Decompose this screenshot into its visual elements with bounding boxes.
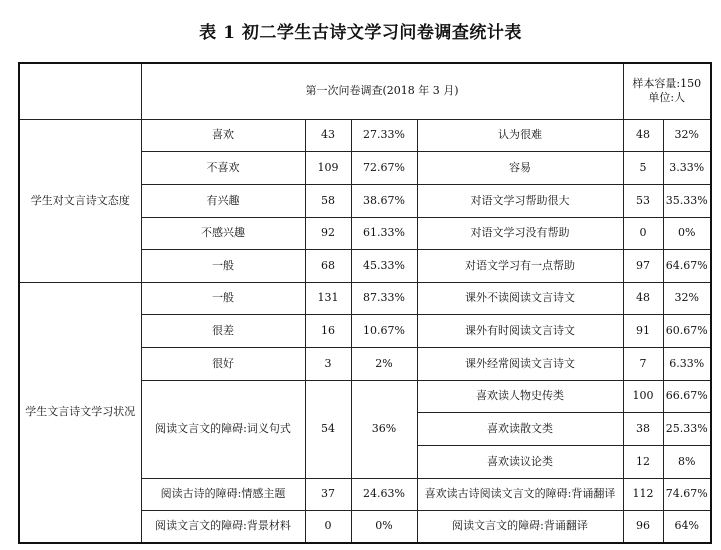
item-cell: 不感兴趣	[141, 217, 305, 249]
sample-size: 样本容量:150	[632, 77, 702, 91]
percent-cell: 61.33%	[351, 217, 417, 249]
count-cell: 37	[305, 478, 351, 510]
section-label-attitude: 学生对文言诗文态度	[19, 119, 141, 282]
percent-cell: 27.33%	[351, 119, 417, 151]
survey-table	[18, 62, 712, 544]
percent2-cell: 74.67%	[663, 478, 711, 510]
count-cell: 109	[305, 151, 351, 184]
percent2-cell: 35.33%	[663, 184, 711, 217]
item-cell: 不喜欢	[141, 151, 305, 184]
item-cell: 阅读古诗的障碍:情感主题	[141, 478, 305, 510]
count2-cell: 38	[623, 412, 663, 445]
count-cell: 92	[305, 217, 351, 249]
item-cell: 很好	[141, 347, 305, 380]
item-cell: 很差	[141, 314, 305, 347]
count2-cell: 53	[623, 184, 663, 217]
percent2-cell: 6.33%	[663, 347, 711, 380]
count2-cell: 0	[623, 217, 663, 249]
item-cell: 喜欢	[141, 119, 305, 151]
table-row	[19, 119, 711, 151]
count2-cell: 7	[623, 347, 663, 380]
count2-cell: 48	[623, 119, 663, 151]
percent2-cell: 8%	[663, 445, 711, 478]
count-cell: 0	[305, 510, 351, 543]
percent2-cell: 25.33%	[663, 412, 711, 445]
table-title: 表 1 初二学生古诗文学习问卷调查统计表	[199, 23, 522, 43]
item-cell: 一般	[141, 282, 305, 314]
percent2-cell: 64%	[663, 510, 711, 543]
item-cell: 有兴趣	[141, 184, 305, 217]
item2-cell: 课外有时阅读文言诗文	[417, 314, 623, 347]
percent-cell: 72.67%	[351, 151, 417, 184]
percent2-cell: 32%	[663, 282, 711, 314]
item2-cell: 喜欢读人物史传类	[417, 380, 623, 412]
item2-cell: 对语文学习没有帮助	[417, 217, 623, 249]
unit-label: 单位:人	[648, 91, 686, 105]
corner-cell	[19, 63, 141, 119]
count-cell: 58	[305, 184, 351, 217]
percent-cell: 2%	[351, 347, 417, 380]
item2-cell: 课外经常阅读文言诗文	[417, 347, 623, 380]
section-label-status: 学生文言诗文学习状况	[19, 282, 141, 543]
item2-cell: 课外不读阅读文言诗文	[417, 282, 623, 314]
percent-cell: 0%	[351, 510, 417, 543]
percent-cell: 87.33%	[351, 282, 417, 314]
count-cell: 131	[305, 282, 351, 314]
item-cell: 阅读文言文的障碍:背景材料	[141, 510, 305, 543]
percent2-cell: 3.33%	[663, 151, 711, 184]
sample-info	[623, 63, 711, 119]
count2-cell: 96	[623, 510, 663, 543]
percent2-cell: 66.67%	[663, 380, 711, 412]
count2-cell: 97	[623, 249, 663, 282]
header-row	[19, 63, 711, 119]
count2-cell: 12	[623, 445, 663, 478]
count2-cell: 91	[623, 314, 663, 347]
survey-label: 第一次问卷调查(2018 年 3 月)	[141, 63, 623, 119]
item2-cell: 喜欢读古诗阅读文言文的障碍:背诵翻译	[417, 478, 623, 510]
percent2-cell: 0%	[663, 217, 711, 249]
item2-cell: 喜欢读议论类	[417, 445, 623, 478]
item-cell: 阅读文言文的障碍:词义句式	[141, 380, 305, 478]
count-cell: 3	[305, 347, 351, 380]
item2-cell: 认为很难	[417, 119, 623, 151]
item2-cell: 对语文学习有一点帮助	[417, 249, 623, 282]
count-cell: 54	[305, 380, 351, 478]
count2-cell: 112	[623, 478, 663, 510]
percent-cell: 24.63%	[351, 478, 417, 510]
percent-cell: 36%	[351, 380, 417, 478]
item2-cell: 阅读文言文的障碍:背诵翻译	[417, 510, 623, 543]
percent2-cell: 32%	[663, 119, 711, 151]
count-cell: 68	[305, 249, 351, 282]
item2-cell: 容易	[417, 151, 623, 184]
percent2-cell: 64.67%	[663, 249, 711, 282]
item2-cell: 喜欢读散文类	[417, 412, 623, 445]
count-cell: 16	[305, 314, 351, 347]
percent-cell: 45.33%	[351, 249, 417, 282]
percent2-cell: 60.67%	[663, 314, 711, 347]
count2-cell: 5	[623, 151, 663, 184]
table-row	[19, 282, 711, 314]
count2-cell: 100	[623, 380, 663, 412]
count2-cell: 48	[623, 282, 663, 314]
item2-cell: 对语文学习帮助很大	[417, 184, 623, 217]
percent-cell: 10.67%	[351, 314, 417, 347]
percent-cell: 38.67%	[351, 184, 417, 217]
item-cell: 一般	[141, 249, 305, 282]
count-cell: 43	[305, 119, 351, 151]
